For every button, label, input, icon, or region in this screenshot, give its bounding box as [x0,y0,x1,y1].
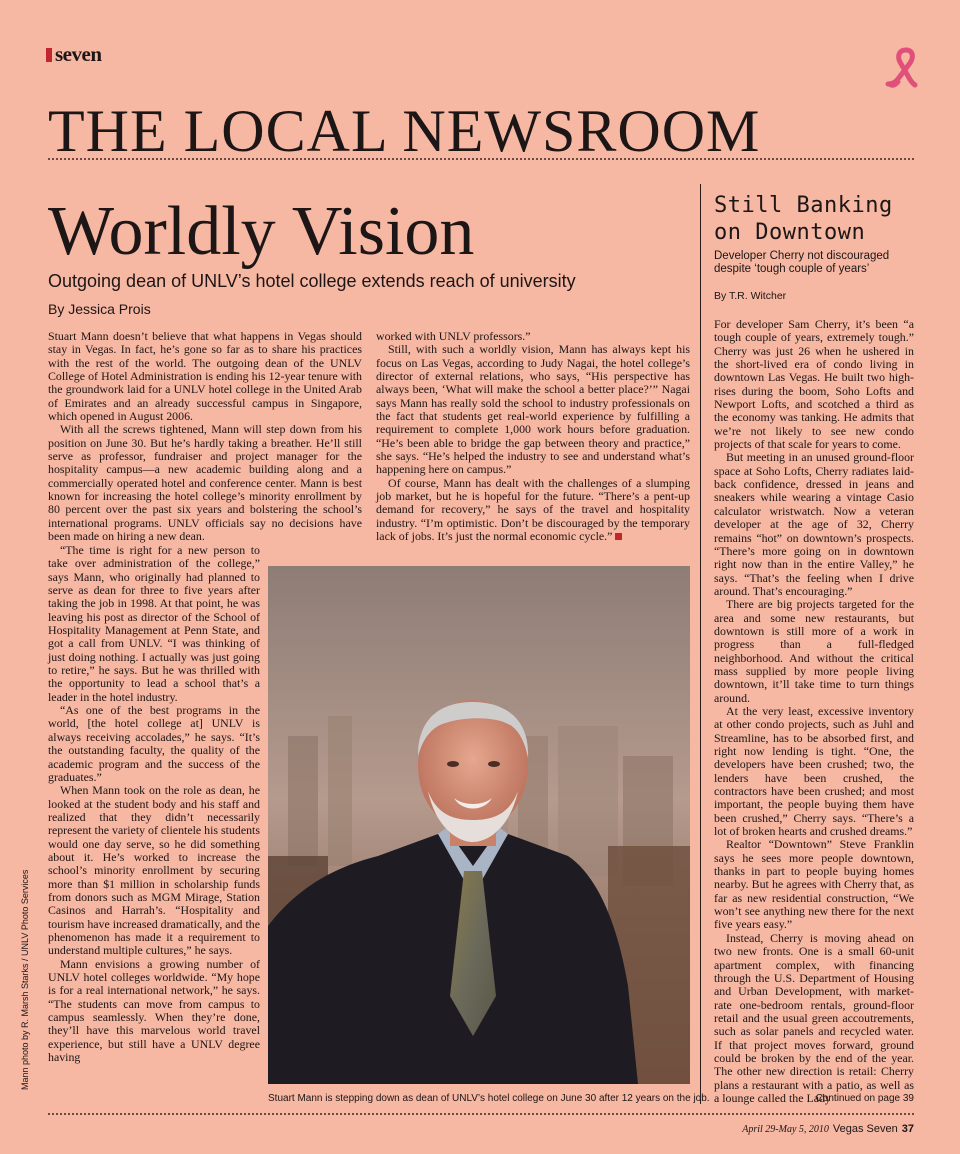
top-dotted-rule [48,158,914,160]
photo-credit: Mann photo by R. Marsh Starks / UNLV Photo Services [20,869,30,1090]
sidebar-deck: Developer Cherry not discouraged despite ‘tough couple of years’ [714,250,890,275]
final-paragraph-text: Of course, Mann has dealt with the challenges of a slumping job market, but he is hopeful for the future. “There’s a pent-up demand for recovery,” he says of the travel and hospitality industry. “I’m optimistic. Don’t be discouraged by the temporary lack of jobs. It’s just the normal economic cycle.” [376,475,690,544]
body-paragraph: Mann envisions a growing number of UNLV hotel colleges worldwide. “My hope is for a real international network,” he says. “The students can move from campus to campus seamlessly. When they’re done, they’ll have this marvelous world travel experience, but still have a UNLV degree having [48,956,260,1065]
body-paragraph: When Mann took on the role as dean, he looked at the student body and his staff and realized that they didn’t necessarily represent the variety of clientele his students would one day serve, so he did something about it. He’s worked to increase the school’s minority enrollment by securing more than $1 million in scholarship funds from donors such as MGM Mirage, Station Casinos and Harrah’s. “Hospitality and tourism have increased dramatically, and the phenomenon has made it a requirement to understand multiple cultures,” he says. [48,783,260,958]
logo-wordmark: seven [55,42,102,66]
article-byline: By Jessica Prois [48,301,151,317]
body-paragraph: worked with UNLV professors.” [376,329,531,343]
body-paragraph: But meeting in an unused ground-floor space at Soho Lofts, Cherry radiates laid-back confidence, dressed in jeans and sneakers while wearing a vintage Casio calculator wristwatch. Now a veteran developer at the age of 32, Cherry remains “hot” on downtown’s prospects. “There’s more going on in downtown right now than in the entire Valley,” he says. “That’s the feeling when I drive around. That’s encouraging.” [714,450,914,598]
page-folio [600,1121,914,1138]
body-paragraph: For developer Sam Cherry, it’s been “a tough couple of years, extremely tough.” Cherry was just 26 when he ushered in the short-lived era of condo living in downtown Las Vegas. He built two high-rises during the boom, Soho Lofts and Newport Lofts, and scotched a third as the economy was tanking. He admits that we’re not likely to see new condo projects of that scale for years to come. [714,317,914,452]
body-paragraph: Stuart Mann doesn’t believe that what happens in Vegas should stay in Vegas. In fact, he’s gone so far as to share his practices with the rest of the world. The outgoing dean of the UNLV College of Hotel Administration is ending his 12-year tenure with the groundwork laid for a UNLV hotel college in the United Arab of Emirates and an already successful campus in Singapore, which opened in August 2006. [48,329,362,424]
logo-accent-bar [46,48,52,62]
portrait-photo [268,566,690,1084]
section-title: THE LOCAL NEWSROOM [48,98,761,164]
end-of-story-icon [615,533,622,540]
body-paragraph: Instead, Cherry is moving ahead on two new fronts. One is a small 60-unit apartment complex, with financing through the U.S. Department of Housing and Urban Development, with market-rate one-bedroom rentals, ground-floor retail and the usual green accoutrements, such as solar panels and recycled water. If that project moves forward, ground could be broken by the end of the year. The other new direction is retail: Cherry plans a restaurant with a patio, as well as a lounge called the Lady [714,930,914,1105]
body-paragraph: At the very least, excessive inventory at other condo projects, such as Juhl and Streamline, has to be absorbed first, and right now lending is tight. “One, the developers have been crushed; two, the lenders have been crushed, the contractors have been crushed; and most important, the people buying them have been crushed,” Cherry says. “There’s a lot of broken hearts and crushed dreams.” [714,703,914,839]
column-divider [700,184,701,1104]
bottom-dotted-rule [48,1113,914,1115]
body-paragraph: There are big projects targeted for the area and some new restaurants, but downtown is still more of a work in progress than a full-fledged neighborhood. And without the critical mass supplied by more people living downtown, it’ll take time to turn things around. [714,597,914,705]
sidebar-column [714,318,914,1105]
photo-caption: Stuart Mann is stepping down as dean of UNLV’s hotel college on June 30 after 12 years on the job. [268,1093,710,1104]
magazine-logo [46,44,102,65]
article-column-1-continued [48,544,260,1064]
body-paragraph: Realtor “Downtown” Steve Franklin says he sees more people downtown, thanks in part to people buying homes nearby. But he agrees with Cherry that, as far as new residential construction, “We won’t see anything new there for the next five years easy.” [714,837,914,932]
article-column-2 [376,330,690,544]
pink-ribbon-icon [882,44,920,90]
body-paragraph: “As one of the best programs in the world, [the hotel college at] UNLV is always receiving accolades,” he says. “It’s the outstanding faculty, the quality of the academic program and the success of the graduates.” [48,703,260,784]
page-number: 37 [901,1123,914,1135]
article-headline: Worldly Vision [48,193,475,270]
body-paragraph: “The time is right for a new person to take over administration of the college,” says Mann, who originally had planned to serve as dean for three to five years after taking the job in 1998. At that point, he was leaving his post as director of the School of Hospitality Management at Penn State, and got a call from UNLV. “I was thinking of just doing nothing. I actually was just going to retire,” he says. But he was thrilled with the opportunity to lead a school that’s a leader in the hotel industry. [48,543,260,704]
sidebar-headline: Still Banking on Downtown [714,193,893,245]
body-paragraph: Still, with such a worldly vision, Mann has always kept his focus on Las Vegas, according to Judy Nagai, the hotel college’s director of external relations, who says, “His perspective has always been, ‘What will make the school a better place?’” Nagai says Mann has really sold the school to industry professionals on the fact that students get real-world experience by fulfilling a requirement to complete 1,000 work hours before graduation. “He’s been able to bridge the gap between theory and practice,” she says. “He’s helped the industry to see and understand what’s happening here on campus.” [376,342,690,477]
body-paragraph: With all the screws tightened, Mann will step down from his position on June 30. But he’s hardly taking a breather. He’ll still serve as professor, fundraiser and project manager for the hospitality campus—a new academic building along and a commercially operated hotel and conference center. Mann is best known for increasing the hotel college’s minority enrollment by 80 percent over the past six years and bolstering the school’s international programs. UNLV officials say no decisions have been made on hiring a new dean. [48,422,362,544]
sidebar-byline: By T.R. Witcher [714,290,787,302]
magazine-name: Vegas Seven [832,1123,898,1135]
issue-date: April 29-May 5, 2010 [742,1124,829,1135]
article-column-1 [48,330,362,544]
article-deck: Outgoing dean of UNLV’s hotel college extends reach of university [48,271,576,291]
body-paragraph [376,477,690,544]
continued-on-page: Continued on page 39 [815,1093,914,1104]
